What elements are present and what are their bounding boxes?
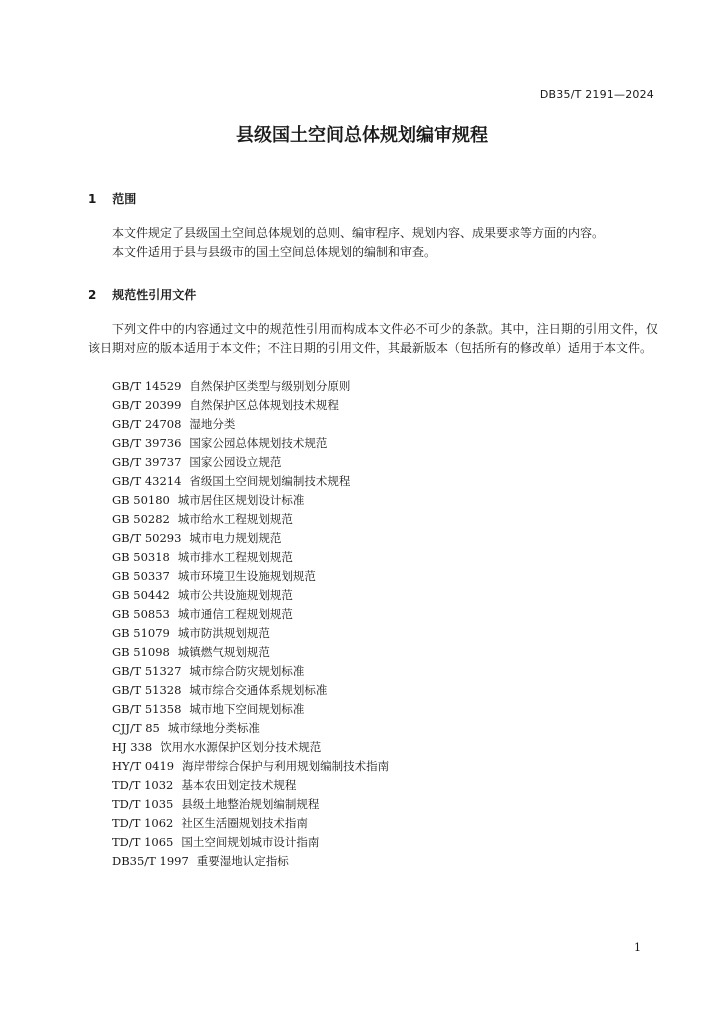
- reference-code: GB/T 20399: [112, 398, 182, 412]
- reference-item: [112, 377, 389, 396]
- reference-item: [112, 814, 389, 833]
- reference-title: 城市居住区规划设计标准: [177, 493, 305, 507]
- reference-list: [112, 377, 389, 871]
- document-code: DB35/T 2191—2024: [539, 88, 654, 101]
- reference-code: TD/T 1035: [112, 797, 174, 811]
- reference-code: DB35/T 1997: [112, 854, 189, 868]
- reference-code: TD/T 1032: [112, 778, 174, 792]
- reference-code: TD/T 1065: [112, 835, 174, 849]
- document-title: 县级国土空间总体规划编审规程: [236, 125, 488, 146]
- reference-title: 湿地分类: [189, 417, 236, 431]
- reference-item: [112, 757, 389, 776]
- reference-title: 国家公园设立规范: [189, 455, 282, 469]
- reference-code: GB/T 50293: [112, 531, 182, 545]
- reference-title: 城市电力规划规范: [189, 531, 282, 545]
- reference-item: [112, 833, 389, 852]
- reference-item: [112, 415, 389, 434]
- reference-code: GB/T 24708: [112, 417, 182, 431]
- reference-item: [112, 586, 389, 605]
- reference-title: 城市综合交通体系规划标准: [189, 683, 328, 697]
- reference-item: [112, 795, 389, 814]
- reference-title: 城市防洪规划规范: [177, 626, 270, 640]
- scope-paragraph-1: 本文件规定了县级国土空间总体规划的总则、编审程序、规划内容、成果要求等方面的内容。: [112, 226, 605, 240]
- reference-code: TD/T 1062: [112, 816, 174, 830]
- page-number: 1: [634, 941, 641, 954]
- reference-code: GB/T 39736: [112, 436, 182, 450]
- reference-code: GB/T 43214: [112, 474, 182, 488]
- reference-code: GB/T 51358: [112, 702, 182, 716]
- reference-title: 社区生活圈规划技术指南: [181, 816, 308, 830]
- section-heading-normative-references: [88, 286, 196, 303]
- reference-title: 城市地下空间规划标准: [189, 702, 305, 716]
- reference-title: 国家公园总体规划技术规范: [189, 436, 328, 450]
- reference-code: HJ 338: [112, 740, 153, 754]
- reference-code: HY/T 0419: [112, 759, 175, 773]
- section-number: 1: [88, 192, 97, 206]
- reference-title: 城市给水工程规划规范: [177, 512, 293, 526]
- reference-code: GB 51079: [112, 626, 170, 640]
- references-intro-paragraph: 下列文件中的内容通过文中的规范性引用而构成本文件必不可少的条款。其中，注日期的引用文件，仅该日期对应的版本适用于本文件；不注日期的引用文件，其最新版本（包括所有的修改单）适用于本文件。: [88, 322, 658, 355]
- reference-item: [112, 624, 389, 643]
- reference-item: [112, 491, 389, 510]
- reference-title: 基本农田划定技术规程: [181, 778, 297, 792]
- reference-title: 自然保护区类型与级别划分原则: [189, 379, 351, 393]
- reference-code: CJJ/T 85: [112, 721, 160, 735]
- reference-code: GB 50337: [112, 569, 170, 583]
- reference-item: [112, 700, 389, 719]
- reference-item: [112, 643, 389, 662]
- reference-title: 县级土地整治规划编制规程: [181, 797, 320, 811]
- reference-code: GB/T 51327: [112, 664, 182, 678]
- reference-item: [112, 852, 389, 871]
- reference-code: GB 51098: [112, 645, 170, 659]
- reference-item: [112, 719, 389, 738]
- reference-item: [112, 529, 389, 548]
- reference-title: 海岸带综合保护与利用规划编制技术指南: [182, 759, 390, 773]
- reference-code: GB/T 51328: [112, 683, 182, 697]
- reference-item: [112, 681, 389, 700]
- reference-title: 自然保护区总体规划技术规程: [189, 398, 339, 412]
- reference-title: 城市公共设施规划规范: [177, 588, 293, 602]
- section-number: 2: [88, 288, 97, 302]
- reference-title: 城市绿地分类标准: [167, 721, 260, 735]
- reference-title: 城市环境卫生设施规划规范: [177, 569, 316, 583]
- reference-title: 城镇燃气规划规范: [177, 645, 270, 659]
- scope-paragraph-2: 本文件适用于县与县级市的国土空间总体规划的编制和审查。: [112, 245, 437, 259]
- reference-title: 城市综合防灾规划标准: [189, 664, 305, 678]
- reference-item: [112, 434, 389, 453]
- reference-code: GB 50853: [112, 607, 170, 621]
- reference-title: 重要湿地认定指标: [196, 854, 289, 868]
- section-title: 范围: [112, 192, 137, 206]
- reference-title: 国土空间规划城市设计指南: [181, 835, 320, 849]
- reference-code: GB/T 14529: [112, 379, 182, 393]
- reference-item: [112, 453, 389, 472]
- reference-code: GB 50282: [112, 512, 170, 526]
- reference-title: 城市排水工程规划规范: [177, 550, 293, 564]
- reference-item: [112, 605, 389, 624]
- reference-item: [112, 776, 389, 795]
- reference-item: [112, 567, 389, 586]
- reference-item: [112, 472, 389, 491]
- section-heading-scope: [88, 190, 136, 207]
- reference-item: [112, 396, 389, 415]
- reference-item: [112, 738, 389, 757]
- reference-title: 省级国土空间规划编制技术规程: [189, 474, 351, 488]
- reference-code: GB/T 39737: [112, 455, 182, 469]
- reference-code: GB 50442: [112, 588, 170, 602]
- reference-item: [112, 548, 389, 567]
- reference-title: 饮用水水源保护区划分技术规范: [160, 740, 322, 754]
- section-title: 规范性引用文件: [112, 288, 197, 302]
- reference-item: [112, 510, 389, 529]
- reference-code: GB 50180: [112, 493, 170, 507]
- reference-item: [112, 662, 389, 681]
- reference-code: GB 50318: [112, 550, 170, 564]
- reference-title: 城市通信工程规划规范: [177, 607, 293, 621]
